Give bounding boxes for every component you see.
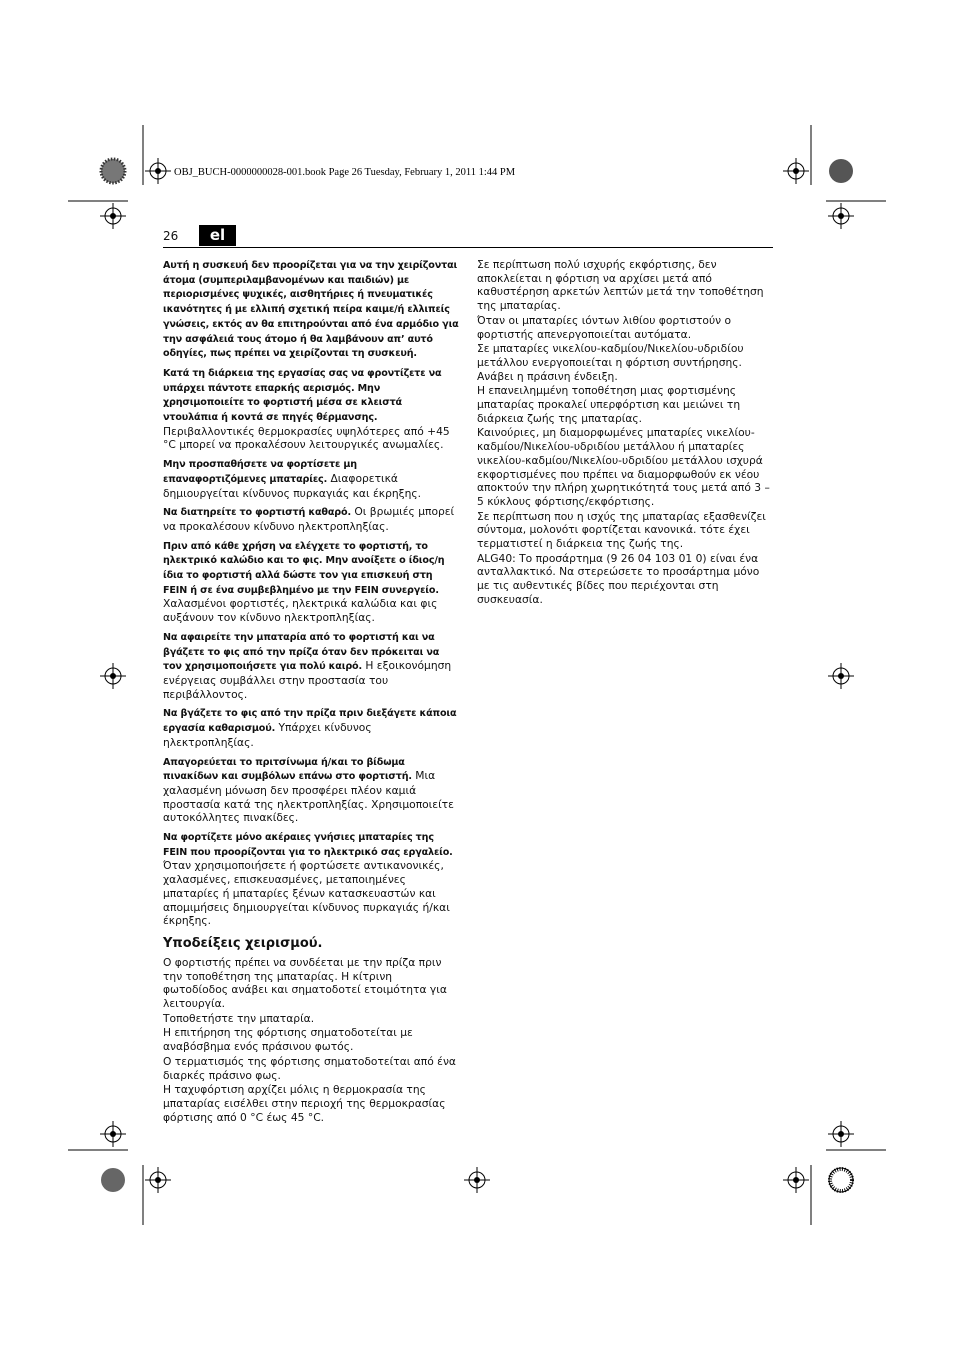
instruction-paragraph: Καινούριες, μη διαμορφωμένες μπαταρίες νικελίου-καδμίου/Νικελίου-υδριδίου μετάλλου ή μπαταρίες νικελίου-καδμίου/Νικελίου-υδριδίου μετάλλου ισχυρά εκφορτισμένες που πρέπει να διαμορφωθούν εκ νέου αποκτούν την πλήρη χωρητικότητά τους μετά από 3 – 5 κύκλους φόρτισης/εκφόρτισης. — [477, 426, 770, 508]
instruction-paragraph: Σε περίπτωση πολύ ισχυρής εκφόρτισης, δεν αποκλείεται η φόρτιση να αρχίσει μετά από καθυστέρηση αρκετών λεπτών μετά την τοποθέτηση της μπαταρίας. — [477, 258, 764, 313]
instruction-paragraph: Η επιτήρηση της φόρτισης σηματοδοτείται με αναβόσβημα ενός πράσινου φωτός. — [163, 1026, 413, 1054]
instruction-paragraph: Ο φορτιστής πρέπει να συνδέεται με την πρίζα πριν την τοποθέτηση της μπαταρίας. Η κίτρινη φωτοδίοδος ανάβει και σηματοδοτεί ετοιμότητα για λειτουργία. — [163, 955, 447, 1011]
right-column — [477, 258, 773, 608]
safety-paragraph: Αυτή η συσκευή δεν προορίζεται για να την χειρίζονται άτομα (συμπεριλαμβανομένων και παιδιών) με περιορισμένες ψυχικές, αισθητήριες ή πνευματικές ικανότητες ή με ελλιπή σχετική πείρα καιμε/ή ελλιπείς γνώσεις, εκτός αν θα επιτηρούνται από ένα αρμόδιο για την ασφάλειά τους άτομο ή θα λαμβάνουν απ’ αυτό οδηγίες, πως πρέπει να χειρίζονται τη συσκευή. — [163, 260, 459, 360]
instruction-paragraph: Σε περίπτωση που η ισχύς της μπαταρίας εξασθενίζει σύντομα, μολονότι φορτίζεται κανονικά. τότε έχει τερματιστεί η διάρκεια της ζωής της. — [477, 509, 766, 551]
safety-paragraph: Πριν από κάθε χρήση να ελέγχετε το φορτιστή, το ηλεκτρικό καλώδιο και το φις. Μην ανοίξετε ο ίδιος/η ίδια το φορτιστή αλλά δώστε τον για επισκευή στη FEIN ή σε ένα συμβεβλημένο με την FEIN συνεργείο. Χαλασμένοι φορτιστές, ηλεκτρικά καλώδια και φις αυξάνουν τον κίνδυνο ηλεκτροπληξίας. — [163, 540, 445, 625]
instruction-paragraph: Σε μπαταρίες νικελίου-καδμίου/Νικελίου-υδριδίου μετάλλου ενεργοποιείται η φόρτιση συντήρησης. Ανάβει η πράσινη ένδειξη. — [477, 342, 744, 383]
instruction-paragraph: Η ταχυφόρτιση αρχίζει μόλις η θερμοκρασία της μπαταρίας εισέλθει στην περιοχή της θερμοκρασίας φόρτισης από 0 °C έως 45 °C. — [163, 1083, 446, 1124]
instruction-paragraph: ALG40: Το προσάρτημα (9 26 04 103 01 0) είναι ένα ανταλλακτικό. Να στερεώσετε το προσάρτημα μόνο με τις αυθεντικές βίδες που περιέχονται στη συσκευασία. — [477, 551, 760, 606]
print-slug-line: OBJ_BUCH-0000000028-001.book Page 26 Tuesday, February 1, 2011 1:44 PM — [174, 167, 516, 178]
safety-paragraph: Απαγορεύεται το πριτσίνωμα ή/και το βίδωμα πινακίδων και συμβόλων επάνω στο φορτιστή. Μια χαλασμένη μόνωση δεν προσφέρει πλέον καμιά προστασία κατά της ηλεκτροπληξίας. Χρησιμοποιείτε αυτοκόλλητες πινακίδες. — [163, 756, 454, 825]
safety-paragraph: Να βγάζετε το φις από την πρίζα πριν διεξάγετε κάποια εργασία καθαρισμού. Υπάρχει κίνδυνος ηλεκτροπληξίας. — [163, 708, 457, 749]
safety-paragraph: Κατά τη διάρκεια της εργασίας σας να φροντίζετε να υπάρχει πάντοτε επαρκής αερισμός. Μην χρησιμοποιείτε το φορτιστή μέσα σε κλειστά ντουλάπια ή κοντά σε πηγές θέρμανσης. Περιβαλλοντικές θερμοκρασίες υψηλότερες από +45 °C μπορεί να προκαλέσουν λειτουργικές ανωμαλίες. — [163, 367, 450, 452]
instruction-paragraph: Ο τερματισμός της φόρτισης σηματοδοτείται από ένα διαρκές πράσινο φως. — [163, 1054, 456, 1082]
left-column — [163, 258, 459, 1125]
safety-paragraph: Να αφαιρείτε την μπαταρία από το φορτιστή και να βγάζετε το φις από την πρίζα όταν δεν πρόκειται να τον χρησιμοποιήσετε για πολύ καιρό. Η εξοικονόμηση ενέργειας συμβάλλει στην προστασία του περιβάλλοντος. — [163, 631, 452, 701]
instruction-paragraph: Τοποθετήστε την μπαταρία. — [163, 1011, 315, 1025]
section-heading: Υποδείξεις χειρισμού. — [163, 935, 323, 951]
safety-paragraph: Μην προσπαθήσετε να φορτίσετε μη επαναφορτιζόμενες μπαταρίες. Διαφορετικά δημιουργείται κίνδυνος πυρκαγιάς και έκρηξης. — [163, 459, 422, 500]
safety-paragraph: Να διατηρείτε το φορτιστή καθαρό. Οι βρωμιές μπορεί να προκαλέσουν κίνδυνο ηλεκτροπληξίας. — [163, 505, 455, 533]
instruction-paragraph: Η επανειλημμένη τοποθέτηση μιας φορτισμένης μπαταρίας προκαλεί υπερφόρτιση και μειώνει τη διάρκεια ζωής της μπαταρίας. — [477, 384, 741, 425]
page-number: 26 — [163, 229, 179, 243]
language-tab: el — [199, 225, 236, 246]
instruction-paragraph: Όταν οι μπαταρίες ιόντων λιθίου φορτιστούν ο φορτιστής απενεργοποιείται αυτόματα. — [477, 313, 732, 341]
safety-paragraph: Να φορτίζετε μόνο ακέραιες γνήσιες μπαταρίες της FEIN που προορίζονται για το ηλεκτρικό σας εργαλείο. Όταν χρησιμοποιήσετε ή φορτώσετε αντικανονικές, χαλασμένες, επισκευασμένες, μεταποιημένες μπαταρίες ή μπαταρίες ξένων κατασκευαστών και απομιμήσεις δημιουργείται κίνδυνος πυρκαγιάς ή/και έκρηξης. — [163, 832, 453, 928]
header-rule — [163, 247, 773, 248]
